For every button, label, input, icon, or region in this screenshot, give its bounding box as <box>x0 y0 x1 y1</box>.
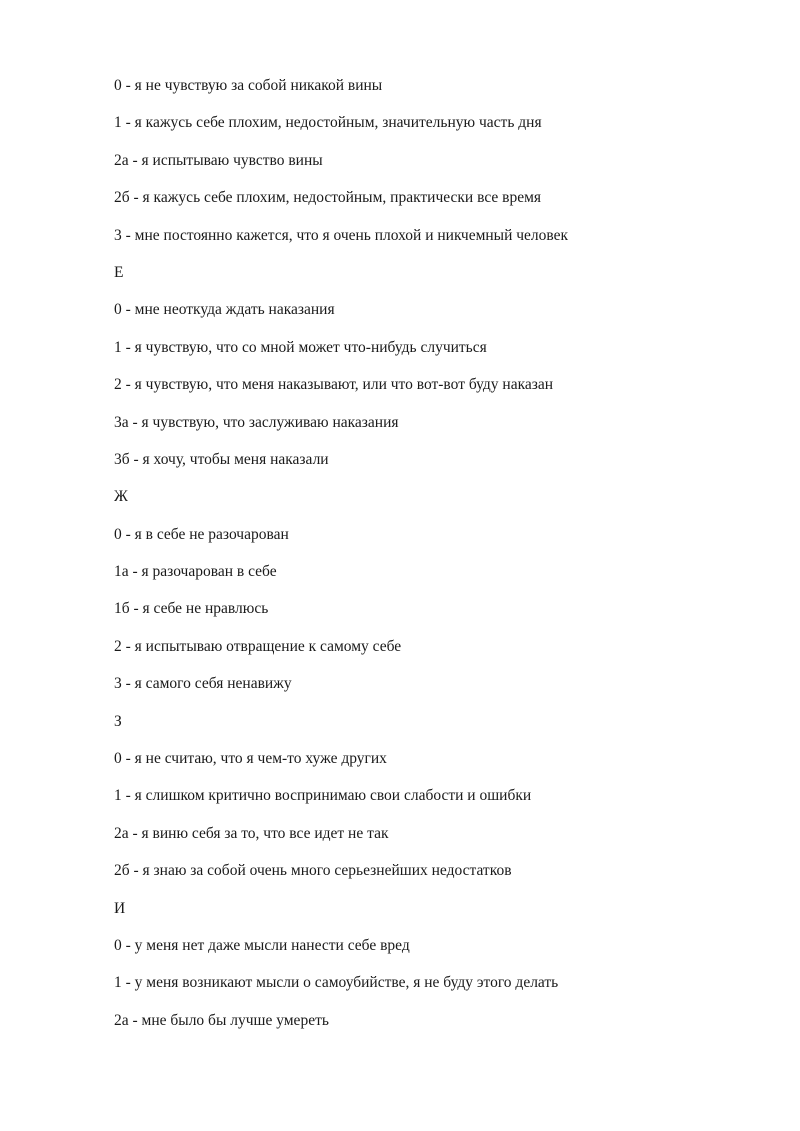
section-heading: Е <box>114 263 124 281</box>
answer-option-line: 1б - я себе не нравлюсь <box>114 600 269 618</box>
document-body <box>114 77 774 1049</box>
answer-option-line: 3б - я хочу, чтобы меня наказали <box>114 450 329 468</box>
answer-option-line: 2а - я виню себя за то, что все идет не так <box>114 824 389 842</box>
section-heading: Ж <box>114 488 128 506</box>
answer-option-line: 0 - я в себе не разочарован <box>114 525 289 543</box>
answer-option-line: 1а - я разочарован в себе <box>114 563 277 581</box>
answer-option-line: 1 - я кажусь себе плохим, недостойным, значительную часть дня <box>114 114 542 132</box>
answer-option-line: 2б - я знаю за собой очень много серьезнейших недостатков <box>114 862 512 880</box>
answer-option-line: 2а - я испытываю чувство вины <box>114 151 323 169</box>
answer-option-line: 2а - мне было бы лучше умереть <box>114 1011 329 1029</box>
answer-option-line: 0 - у меня нет даже мысли нанести себе вред <box>114 936 410 954</box>
answer-option-line: 2 - я испытываю отвращение к самому себе <box>114 637 402 655</box>
answer-option-line: 2б - я кажусь себе плохим, недостойным, практически все время <box>114 189 542 207</box>
answer-option-line: 1 - я слишком критично воспринимаю свои слабости и ошибки <box>114 787 532 805</box>
answer-option-line: 1 - я чувствую, что со мной может что-нибудь случиться <box>114 338 487 356</box>
answer-option-line: 0 - я не считаю, что я чем-то хуже других <box>114 750 387 768</box>
answer-option-line: 3а - я чувствую, что заслуживаю наказания <box>114 413 399 431</box>
answer-option-line: 3 - мне постоянно кажется, что я очень плохой и никчемный человек <box>114 226 569 244</box>
answer-option-line: 0 - я не чувствую за собой никакой вины <box>114 77 383 94</box>
answer-option-line: 3 - я самого себя ненавижу <box>114 675 292 693</box>
answer-option-line: 2 - я чувствую, что меня наказывают, или что вот-вот буду наказан <box>114 376 554 394</box>
section-heading: И <box>114 899 126 917</box>
answer-option-line: 0 - мне неоткуда ждать наказания <box>114 301 335 319</box>
section-heading: З <box>114 712 122 730</box>
answer-option-line: 1 - у меня возникают мысли о самоубийстве, я не буду этого делать <box>114 974 559 992</box>
